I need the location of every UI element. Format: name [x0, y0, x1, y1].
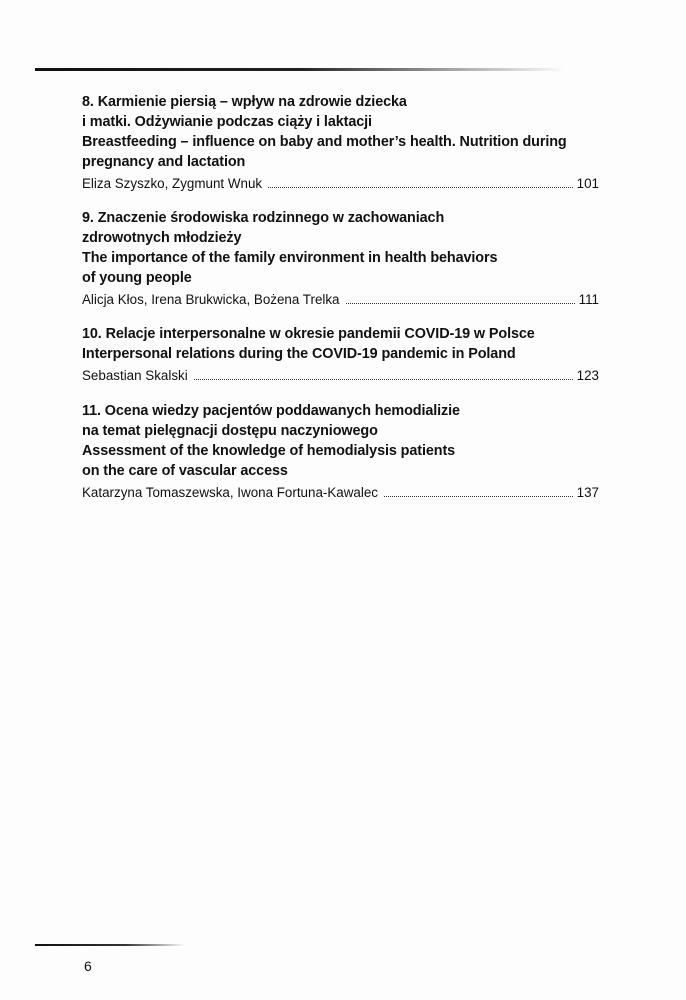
entry-title-line: 9. Znaczenie środowiska rodzinnego w zachowaniach [82, 210, 445, 226]
dot-leader [194, 379, 573, 380]
entry-title-line: Interpersonal relations during the COVID-19 pandemic in Poland [82, 346, 516, 362]
entry-title-line: Assessment of the knowledge of hemodialysis patients [82, 443, 456, 459]
entry-authors: Alicja Kłos, Irena Brukwicka, Bożena Trelka [82, 292, 340, 307]
author-row [82, 365, 599, 386]
top-rule [35, 68, 565, 71]
toc-entry-8 [82, 92, 599, 194]
dot-leader [346, 303, 575, 304]
entry-title-line: of young people [82, 270, 192, 286]
toc-entry-11 [82, 401, 599, 503]
entry-page: 101 [576, 176, 599, 191]
toc-entry-9 [82, 208, 599, 310]
entry-title-line: pregnancy and lactation [82, 154, 246, 170]
author-row [82, 482, 599, 503]
author-row [82, 173, 599, 194]
entry-authors: Katarzyna Tomaszewska, Iwona Fortuna-Kawalec [82, 485, 378, 500]
entry-title-line: Breastfeeding – influence on baby and mother’s health. Nutrition during [82, 134, 567, 150]
entry-title-line: 10. Relacje interpersonalne w okresie pandemii COVID-19 w Polsce [82, 326, 535, 342]
entry-title-line: zdrowotnych młodzieży [82, 230, 242, 246]
author-row [82, 289, 599, 310]
entry-title-line: The importance of the family environment in health behaviors [82, 250, 498, 266]
entry-authors: Sebastian Skalski [82, 368, 188, 383]
bottom-rule [35, 944, 185, 946]
toc-entry-10 [82, 324, 599, 386]
entry-title-line: i matki. Odżywianie podczas ciąży i laktacji [82, 114, 372, 130]
entry-authors: Eliza Szyszko, Zygmunt Wnuk [82, 176, 263, 191]
entry-title-line: on the care of vascular access [82, 463, 288, 479]
dot-leader [384, 496, 573, 497]
entry-page: 137 [576, 485, 599, 500]
entry-title-line: 11. Ocena wiedzy pacjentów poddawanych hemodializie [82, 403, 460, 419]
entry-title-line: 8. Karmienie piersią – wpływ na zdrowie dziecka [82, 94, 407, 110]
entry-title-line: na temat pielęgnacji dostępu naczyniowego [82, 423, 378, 439]
entry-page: 123 [576, 368, 599, 383]
page-number: 6 [84, 958, 92, 974]
dot-leader [268, 187, 573, 188]
entry-page: 111 [578, 292, 599, 307]
